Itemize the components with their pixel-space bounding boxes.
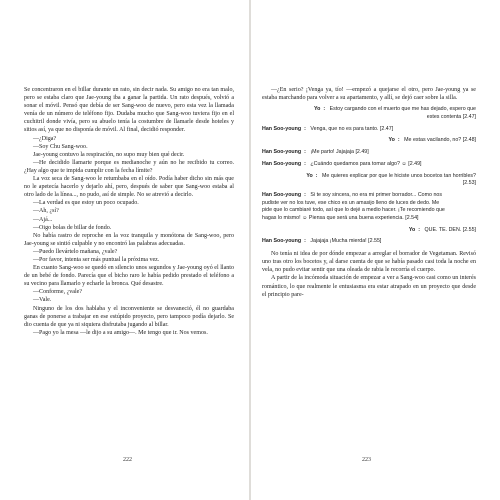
paragraph: —¿En serio? ¡Venga ya, tío! —empezó a quejarse el otro, pero Jae-young ya se estaba marchando para volver a su apartamento, y allí, se dejó caer sobre la silla. — [262, 87, 476, 102]
chat-sender-separator: : — [304, 192, 306, 199]
chat-timestamp: [2.55] — [368, 238, 382, 245]
chat-text: Si te soy sincera, no era mi primer borrador... Como nos pudiste ver no los tuve, ese chico es un amasijo lleno de luces de dedo. Me pide que lo cambiaré todo, así que lo dejé a medio hacer. ¡Te recomiendo que hagas lo mismo! ☺ Piensa que será una buena experiencia. — [262, 192, 445, 221]
chat-sender-separator: : — [304, 160, 306, 167]
paragraph: Ninguno de los dos hablaba y el inconveniente se desvaneció, él no guardaba ganas de ponerse a trabajar en ese estúpido proyecto, pero tampoco podía dejarlo. Se dio cuenta de que ya ni siquiera disfrutaba jugando al billar. — [24, 305, 234, 328]
paragraph: Jae-young contuvo la respiración, no supo muy bien qué decir. — [33, 151, 185, 158]
chat-timestamp: [2.55] — [462, 226, 476, 233]
chat-sender-separator: : — [304, 238, 306, 245]
chat-sender-separator: : — [315, 172, 318, 179]
chat-sender: Han Soo-young — [262, 160, 302, 167]
paragraph: No tenía ni idea de por dónde empezar a arreglar el borrador de Vegetaman. Revisó uno tras otro los bocetos y, al darse cuenta de que se había pasado casi toda la noche en vela, no pudo evitar sentir que una oleada de rabia le recorría el cuerpo. — [262, 251, 476, 274]
chat-sender: Yo — [314, 106, 321, 113]
paragraph: —Ah, ¿sí? — [33, 208, 59, 215]
chat-sender-separator: : — [304, 125, 306, 132]
chat-sender-separator: : — [418, 226, 421, 233]
chat-message — [262, 173, 476, 188]
right-page-number: 223 — [362, 457, 371, 463]
paragraph: A partir de la incómoda situación de empezar a ver a Sang-woo casi como un interés romántico, lo que realmente le entusiasma era estar atrapado en un proyecto que desde el principio pare- — [262, 275, 476, 298]
chat-message — [262, 106, 476, 121]
paragraph: En cuanto Sang-woo se quedó en silencio unos segundos y Jae-young oyó el llanto de un bebé de fondo. Parecía que el bicho raro le había pedido prestado el teléfono a su vecino para llamarlo y echarle la bronca. Qué desastre. — [24, 265, 234, 288]
chat-sender: Han Soo-young — [262, 125, 302, 132]
chat-message — [262, 126, 476, 134]
chat-text: Venga, que no es para tanto. — [310, 125, 379, 132]
paragraph: —Vale. — [33, 297, 52, 304]
chat-text: QUE. TE. DEN. — [424, 226, 462, 233]
paragraph: —Por favor, intenta ser más puntual la próxima vez. — [33, 256, 160, 263]
right-page-outro — [262, 250, 476, 299]
chat-transcript — [262, 106, 476, 246]
paragraph: La voz seca de Sang-woo le retumbaba en el oído. Podía haber dicho sin más que no le apetecía hacerlo y dejarlo ahí, pero, después de saber que Sang-woo estaba al otro lado de la línea..., no pudo, así de simple. No se atrevió a decirlo. — [24, 176, 234, 199]
chat-sender: Han Soo-young — [262, 192, 302, 199]
chat-sender: Yo — [388, 137, 395, 144]
paragraph: —Conforme, ¿vale? — [33, 289, 83, 296]
left-page-number: 222 — [123, 457, 132, 463]
chat-message — [262, 149, 476, 157]
left-page — [24, 86, 234, 337]
paragraph: —¿Diga? — [33, 135, 57, 142]
chat-sender: Yo — [408, 226, 416, 233]
chat-sender: Yo — [306, 172, 313, 179]
chat-message — [262, 227, 476, 235]
chat-message — [262, 192, 476, 222]
chat-text: Me estas vacilando, no? — [404, 137, 462, 144]
paragraph: Se concentraron en el billar durante un rato, sin decir nada. Su amigo no era tan malo, pero se estaba claro que Jae-young iba a ganar la partida. Un rato después, volvió a sonar el móvil. Pensó que debía de ser Sang-woo de nuevo, pero esta vez la llamada venía de un número de teléfono fijo. Dudaba mucho que Sang-woo tuviera fijo en el cuchitril donde vivía, pero su abuelo tenía la costumbre de llamarle desde hoteles y sitios así, ya que no disponía de móvil. Al final, decidió responder. — [24, 87, 234, 134]
paragraph: —Pago yo la mesa —le dijo a su amigo—. Me tengo que ir. Nos vemos. — [33, 329, 208, 336]
chat-text: Me quieres explicar por que le hiciste unos bocetos tan horribles? — [322, 172, 476, 179]
chat-timestamp: [2.49] — [355, 149, 369, 156]
paragraph: —Oigo bolas de billar de fondo. — [33, 224, 112, 231]
chat-text: Jajajaja ¡Mucha mierda! — [310, 238, 367, 245]
chat-timestamp: [2.54] — [405, 214, 419, 221]
chat-sender-separator: : — [304, 149, 306, 156]
chat-timestamp: [2.47] — [379, 125, 394, 132]
paragraph: —La verdad es que estoy un poco ocupado. — [33, 200, 139, 207]
paragraph: —Puedo llevártelo mañana, ¿vale? — [33, 248, 118, 255]
chat-timestamp: [2.49] — [408, 160, 422, 167]
paragraph: No había rastro de reproche en la voz tranquila y monótona de Sang-woo, pero Jae-young se sintió culpable y no encontró las palabras adecuadas. — [24, 232, 234, 247]
right-page — [262, 86, 476, 299]
chat-message — [262, 238, 476, 246]
paragraph: —He decidido llamarte porque es medianoche y aún no he recibido tu correo. ¿Hay algo que te impida cumplir con la fecha límite? — [24, 159, 234, 174]
chat-sender-separator: : — [397, 137, 400, 144]
chat-sender: Han Soo-young — [262, 149, 302, 156]
chat-timestamp: [2.53] — [462, 180, 476, 187]
chat-text: ¡Me parto! Jajajaja — [310, 149, 354, 156]
chat-sender-separator: : — [323, 106, 326, 113]
chat-message — [262, 137, 476, 145]
paragraph: —Ajá... — [33, 216, 53, 223]
chat-sender: Han Soo-young — [262, 238, 302, 245]
chat-timestamp: [2.48] — [462, 137, 476, 144]
chat-message — [262, 161, 476, 169]
right-page-intro — [262, 86, 476, 102]
paragraph: —Soy Chu Sang-woo. — [33, 143, 88, 150]
book-gutter — [249, 0, 251, 500]
chat-text: Estoy cargando con el muerto que me has dejado, espero que estes contenta — [329, 106, 476, 120]
chat-timestamp: [2.47] — [462, 113, 476, 120]
chat-text: ¿Cuándo quedamos para tomar algo? ☺ — [310, 160, 407, 167]
